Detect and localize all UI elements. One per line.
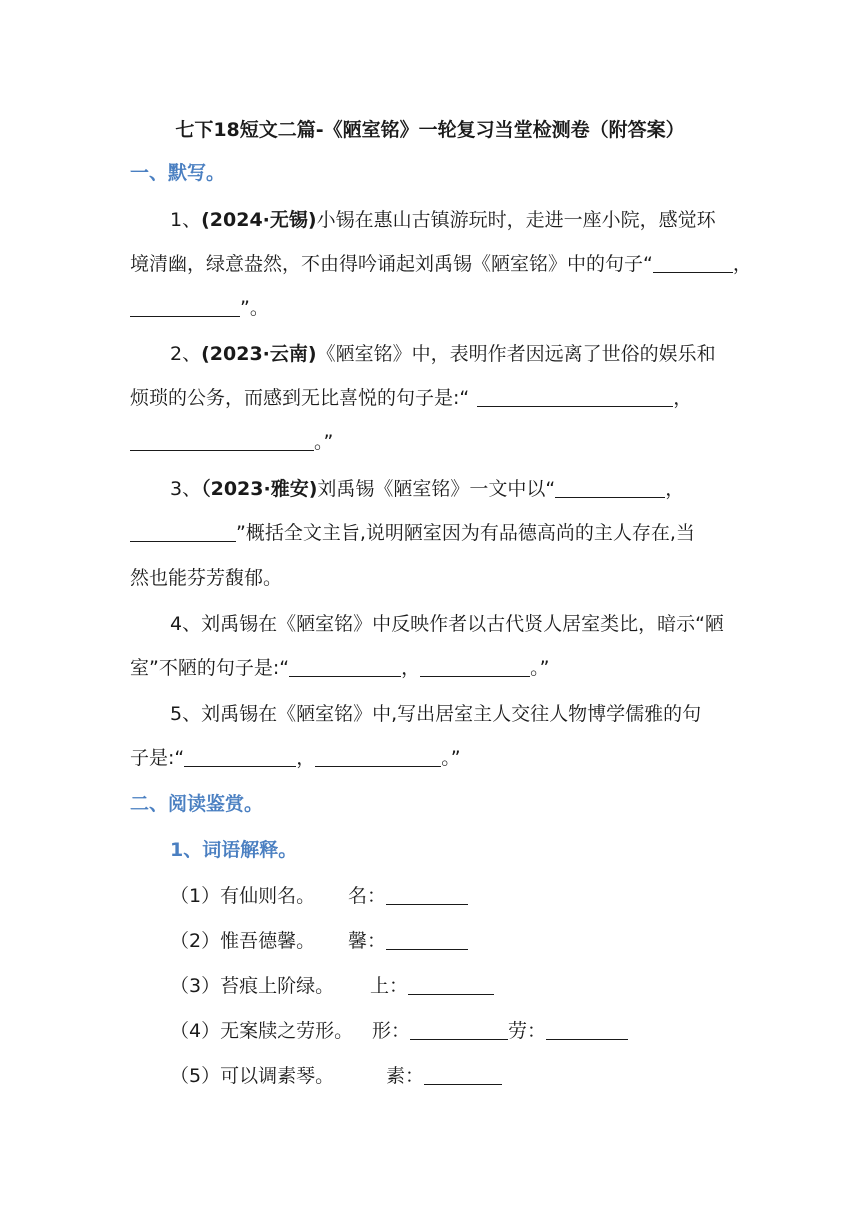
q3-line1 bbox=[170, 476, 684, 502]
q3-blank-2[interactable] bbox=[130, 521, 236, 542]
q2-end: 。” bbox=[314, 431, 334, 453]
q5-comma: ， bbox=[296, 747, 316, 769]
q1-comma: ， bbox=[732, 253, 752, 275]
q4-line1: 4、刘禹锡在《陋室铭》中反映作者以古代贤人居室类比，暗示“陋 bbox=[170, 613, 724, 635]
q2-line2 bbox=[130, 385, 692, 411]
section1-heading: 一、默写。 bbox=[130, 162, 226, 184]
vocab-blank[interactable] bbox=[424, 1064, 502, 1085]
vocab-blank[interactable] bbox=[386, 929, 468, 950]
vocab-item-5 bbox=[170, 1063, 502, 1089]
q1-tag: (2024·无锡) bbox=[201, 209, 317, 231]
vocab-item-4 bbox=[170, 1018, 628, 1044]
vocab-item-3 bbox=[170, 973, 494, 999]
vocab-question: （1）有仙则名。 bbox=[170, 885, 316, 907]
q2-comma: ， bbox=[673, 387, 693, 409]
vocab-question: （5）可以调素琴。 bbox=[170, 1065, 335, 1087]
q1-text1: 小锡在惠山古镇游玩时，走进一座小院，感觉环 bbox=[316, 209, 716, 231]
vocab-blank[interactable] bbox=[410, 1019, 508, 1040]
q5-text2: 子是:“ bbox=[130, 747, 185, 769]
q1-line1 bbox=[170, 207, 716, 233]
vocab-item-1 bbox=[170, 883, 468, 909]
q5-blank-2[interactable] bbox=[315, 746, 441, 767]
q3-text2: ”概括全文主旨,说明陋室因为有品德高尚的主人存在,当 bbox=[236, 522, 695, 544]
q1-text2: 境清幽，绿意盎然，不由得吟诵起刘禹锡《陋室铭》中的句子“ bbox=[130, 253, 653, 275]
q3-blank-1[interactable] bbox=[555, 477, 665, 498]
vocab-label: 馨： bbox=[348, 930, 387, 952]
q4-comma: ， bbox=[401, 657, 421, 679]
q5-end: 。” bbox=[441, 747, 461, 769]
q5-line2 bbox=[130, 745, 461, 771]
q3-line3: 然也能芬芳馥郁。 bbox=[130, 567, 283, 589]
vocab-label: 上： bbox=[370, 975, 409, 997]
vocab-blank[interactable] bbox=[386, 884, 468, 905]
vocab-item-2 bbox=[170, 928, 468, 954]
q3-tag: （2023·雅安) bbox=[201, 478, 318, 500]
q1-line3 bbox=[130, 295, 269, 321]
subsection-vocab-heading: 1、词语解释。 bbox=[170, 839, 298, 861]
vocab-label-2: 劳： bbox=[508, 1020, 547, 1042]
q1-line2 bbox=[130, 251, 752, 277]
vocab-question: （4）无案牍之劳形。 bbox=[170, 1020, 354, 1042]
q2-text1: 《陋室铭》中，表明作者因远离了世俗的娱乐和 bbox=[316, 343, 716, 365]
q5-line1: 5、刘禹锡在《陋室铭》中,写出居室主人交往人物博学儒雅的句 bbox=[170, 703, 702, 725]
q3-text1: 刘禹锡《陋室铭》一文中以“ bbox=[317, 478, 556, 500]
q2-blank-2[interactable] bbox=[130, 430, 314, 451]
q4-end: 。” bbox=[530, 657, 550, 679]
q4-blank-2[interactable] bbox=[420, 656, 530, 677]
vocab-question: （3）苔痕上阶绿。 bbox=[170, 975, 335, 997]
q2-line3 bbox=[130, 429, 333, 455]
vocab-label: 素： bbox=[386, 1065, 425, 1087]
vocab-label: 名： bbox=[348, 885, 387, 907]
q2-line1 bbox=[170, 341, 716, 367]
vocab-question: （2）惟吾德馨。 bbox=[170, 930, 316, 952]
q3-line2 bbox=[130, 520, 695, 546]
q1-end: ”。 bbox=[240, 297, 269, 319]
q5-blank-1[interactable] bbox=[184, 746, 296, 767]
section2-heading: 二、阅读鉴赏。 bbox=[130, 793, 264, 815]
q2-text2: 烦琐的公务，而感到无比喜悦的句子是:“ bbox=[130, 387, 470, 409]
vocab-blank-2[interactable] bbox=[546, 1019, 628, 1040]
q1-blank-2[interactable] bbox=[130, 296, 240, 317]
page-title: 七下18短文二篇-《陋室铭》一轮复习当堂检测卷（附答案） bbox=[175, 119, 685, 141]
q1-number: 1、 bbox=[170, 209, 202, 231]
q1-blank-1[interactable] bbox=[653, 252, 733, 273]
q2-blank-1[interactable] bbox=[477, 386, 673, 407]
vocab-label: 形： bbox=[372, 1020, 411, 1042]
q3-number: 3、 bbox=[170, 478, 202, 500]
q4-blank-1[interactable] bbox=[289, 656, 401, 677]
q4-text2: 室”不陋的句子是:“ bbox=[130, 657, 290, 679]
q4-line2 bbox=[130, 655, 549, 681]
vocab-blank[interactable] bbox=[408, 974, 494, 995]
q3-comma: ， bbox=[665, 478, 685, 500]
q2-tag: (2023·云南) bbox=[201, 343, 317, 365]
q2-number: 2、 bbox=[170, 343, 202, 365]
